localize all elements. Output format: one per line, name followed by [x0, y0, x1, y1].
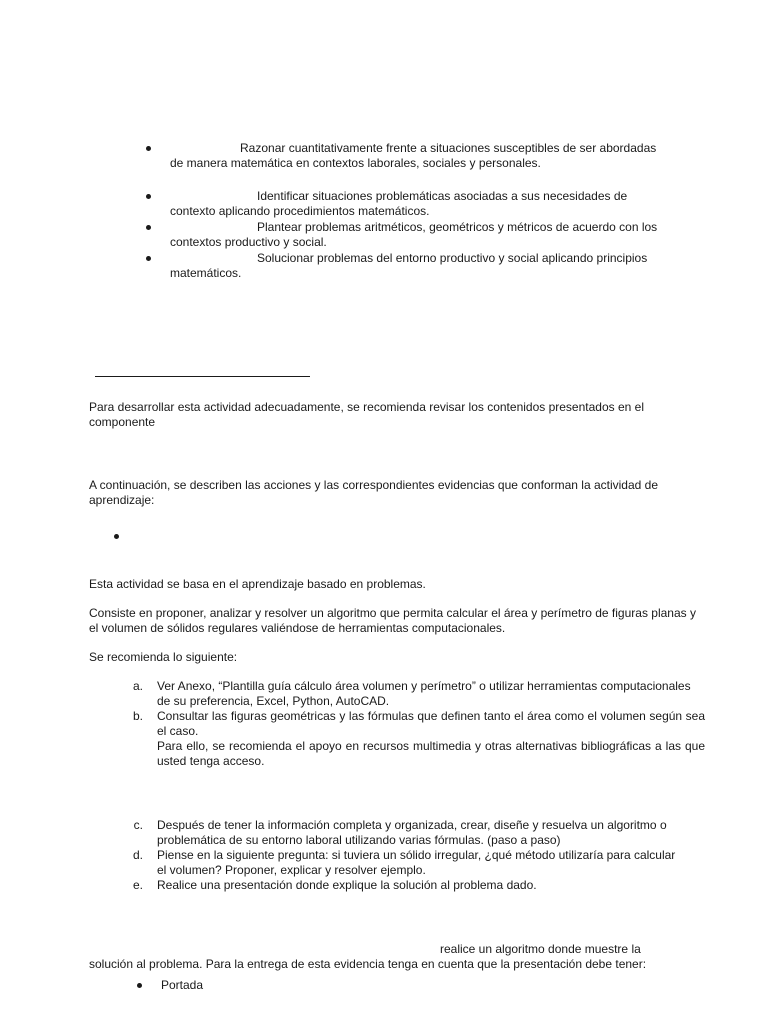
- bullet-icon: [146, 256, 151, 261]
- recomienda-paragraph: Se recomienda lo siguiente:: [89, 650, 238, 664]
- list-item-text: matemáticos.: [170, 266, 242, 280]
- list-marker: a.: [132, 679, 143, 693]
- consiste-paragraph: Consiste en proponer, analizar y resolver un algoritmo que permita calcular el área y perímetro de figuras planas y el volumen de sólidos regulares valiéndose de herramientas computacionales.: [89, 606, 696, 635]
- bullet-icon: [137, 983, 142, 988]
- final-paragraph-line: realice un algoritmo donde muestre la: [440, 942, 641, 956]
- list-marker: b.: [132, 709, 143, 723]
- list-item-text: contextos productivo y social.: [170, 235, 327, 249]
- list-item-text: contexto aplicando procedimientos matemáticos.: [170, 204, 430, 218]
- list-item-text: Piense en la siguiente pregunta: si tuviera un sólido irregular, ¿qué método utilizaría para calcular el volumen? Proponer, explicar y resolver ejemplo.: [157, 848, 676, 877]
- list-item-text: Identificar situaciones problemáticas asociadas a sus necesidades de: [257, 189, 628, 203]
- bullet-icon: [146, 194, 151, 199]
- list-item-text: Razonar cuantitativamente frente a situaciones susceptibles de ser abordadas: [240, 141, 657, 155]
- final-paragraph-line: solución al problema. Para la entrega de esta evidencia tenga en cuenta que la presentación debe tener:: [89, 957, 647, 971]
- actions-paragraph: A continuación, se describen las acciones y las correspondientes evidencias que conforman la actividad de aprendizaje:: [89, 478, 659, 507]
- intro-paragraph: Para desarrollar esta actividad adecuadamente, se recomienda revisar los contenidos presentados en el componente: [89, 400, 644, 429]
- list-item-text: Solucionar problemas del entorno productivo y social aplicando principios: [257, 251, 648, 265]
- list-item-text: Plantear problemas aritméticos, geométricos y métricos de acuerdo con los: [257, 220, 658, 234]
- list-item-text: de manera matemática en contextos laborales, sociales y personales.: [170, 156, 541, 170]
- list-item-text: Después de tener la información completa y organizada, crear, diseñe y resuelva un algoritmo o problemática de su entorno laboral utilizando varias fórmulas. (paso a paso): [157, 818, 667, 847]
- section-divider: [95, 376, 310, 377]
- bullet-icon: [146, 225, 151, 230]
- list-item-text: Realice una presentación donde explique la solución al problema dado.: [157, 878, 537, 892]
- bullet-icon: [146, 146, 151, 151]
- list-item-text: Para ello, se recomienda el apoyo en recursos multimedia y otras alternativas bibliográficas a las que usted tenga acceso.: [157, 739, 705, 768]
- list-item-text: Ver Anexo, “Plantilla guía cálculo área volumen y perímetro” o utilizar herramientas computacionales de su preferencia, Excel, Python, AutoCAD.: [157, 679, 691, 708]
- list-item-text: Consultar las figuras geométricas y las fórmulas que definen tanto el área como el volumen según sea el caso.: [157, 709, 705, 738]
- bullet-icon: [114, 534, 119, 539]
- list-marker: c.: [133, 818, 143, 832]
- list-marker: e.: [132, 878, 143, 892]
- list-marker: d.: [132, 848, 143, 862]
- list-item-text: Portada: [161, 978, 204, 992]
- abp-paragraph: Esta actividad se basa en el aprendizaje basado en problemas.: [89, 577, 426, 591]
